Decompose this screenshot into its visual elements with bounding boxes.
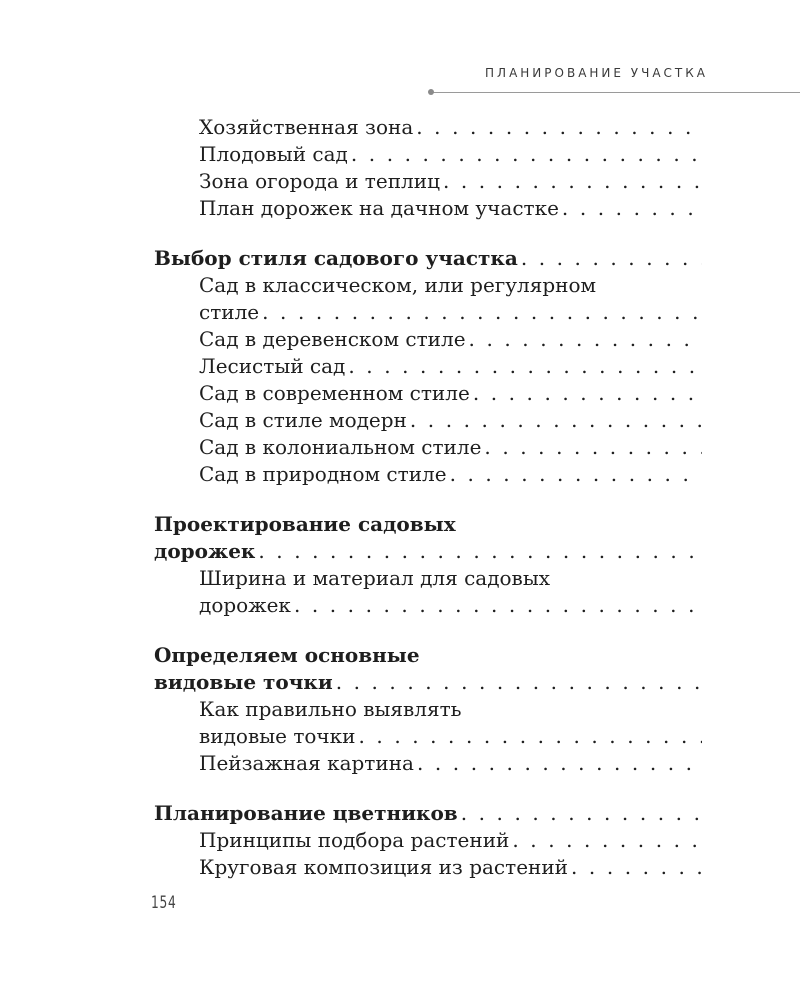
dot-leader [291, 592, 702, 619]
toc-entry-title: Проектирование садовых [154, 512, 456, 536]
toc-entry-title: видовые точки [154, 670, 333, 694]
dot-leader [414, 750, 702, 777]
toc-entry-title: Планирование цветников [154, 801, 458, 825]
toc-entry-title: Лесистый сад [199, 354, 346, 378]
toc-entry-title: Сад в природном стиле [199, 462, 447, 486]
toc-entry-title: Зона огорода и теплиц [199, 169, 440, 193]
running-head-rule [431, 92, 800, 93]
dot-leader [559, 195, 702, 222]
toc-subsection-entry [154, 854, 702, 881]
toc-entry-title: Как правильно выявлять [199, 697, 462, 721]
dot-leader [333, 669, 702, 696]
toc-subsection-entry [154, 434, 702, 461]
dot-leader [518, 245, 702, 272]
toc-subsection-entry [154, 565, 702, 619]
dot-leader [458, 800, 702, 827]
dot-leader [447, 461, 702, 488]
toc-entry-title: Определяем основные [154, 643, 420, 667]
page-number: 154 [151, 893, 177, 913]
toc-entry-title: План дорожек на дачном участке [199, 196, 559, 220]
toc-entry-title: Сад в колониальном стиле [199, 435, 482, 459]
toc-entry-title: стиле [199, 300, 260, 324]
dot-leader [509, 827, 702, 854]
toc-entry-title: Плодовый сад [199, 142, 348, 166]
toc-entry-title: дорожек [199, 593, 291, 617]
dot-leader [440, 168, 702, 195]
dot-leader [259, 299, 702, 326]
toc-section-entry [154, 245, 702, 272]
dot-leader [413, 114, 702, 141]
dot-leader [466, 326, 702, 353]
toc-entry-title: Сад в деревенском стиле [199, 327, 466, 351]
dot-leader [255, 538, 702, 565]
toc-subsection-entry [154, 272, 702, 326]
toc-subsection-entry [154, 168, 702, 195]
running-head: ПЛАНИРОВАНИЕ УЧАСТКА [485, 66, 708, 80]
toc-subsection-entry [154, 353, 702, 380]
dot-leader [348, 141, 702, 168]
toc-section-entry [154, 800, 702, 827]
dot-leader [568, 854, 702, 881]
toc-entry-title: видовые точки [199, 724, 356, 748]
toc-subsection-entry [154, 380, 702, 407]
toc-subsection-entry [154, 461, 702, 488]
toc-entry-title: Сад в классическом, или регулярном [199, 273, 597, 297]
toc-entry-title: Хозяйственная зона [199, 115, 414, 139]
toc-section-entry [154, 511, 702, 565]
toc-subsection-entry [154, 195, 702, 222]
table-of-contents [154, 114, 702, 881]
dot-leader [481, 434, 702, 461]
toc-entry-title: Сад в современном стиле [199, 381, 470, 405]
toc-subsection-entry [154, 696, 702, 750]
toc-subsection-entry [154, 750, 702, 777]
toc-entry-title: Принципы подбора растений [199, 828, 510, 852]
toc-entry-title: Ширина и материал для садовых [199, 566, 551, 590]
dot-leader [470, 380, 702, 407]
toc-subsection-entry [154, 326, 702, 353]
toc-entry-title: Пейзажная картина [199, 751, 414, 775]
toc-entry-title: Круговая композиция из растений [199, 855, 569, 879]
toc-subsection-entry [154, 827, 702, 854]
toc-section-entry [154, 642, 702, 696]
toc-entry-title: дорожек [154, 539, 256, 563]
running-head-rule-dot [428, 89, 434, 95]
toc-subsection-entry [154, 407, 702, 434]
dot-leader [407, 407, 702, 434]
toc-subsection-entry [154, 114, 702, 141]
toc-subsection-entry [154, 141, 702, 168]
dot-leader [345, 353, 702, 380]
dot-leader [355, 723, 702, 750]
toc-entry-title: Выбор стиля садового участка [154, 246, 518, 270]
toc-entry-title: Сад в стиле модерн [199, 408, 407, 432]
